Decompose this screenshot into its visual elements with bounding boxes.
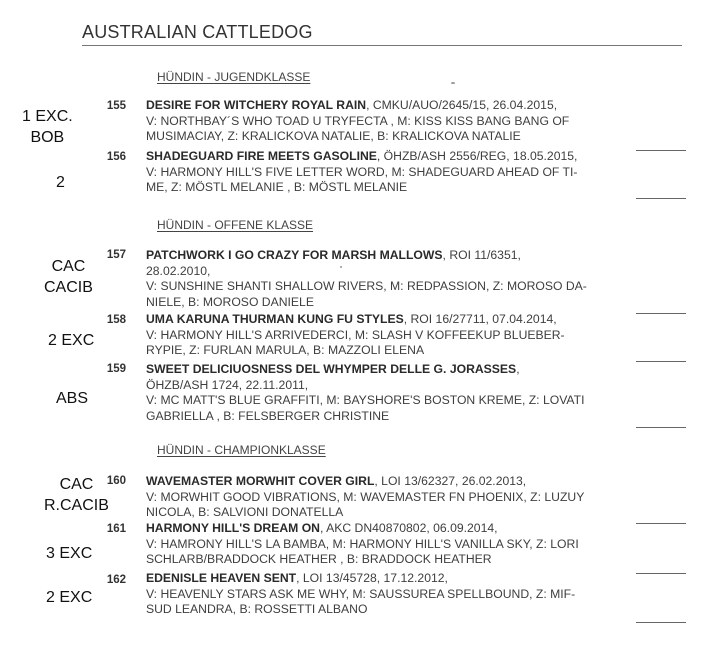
handwritten-result: 2 EXC xyxy=(46,589,93,606)
entry-160 xyxy=(146,474,632,521)
entry-breeder-owner: RYPIE, Z: FURLAN MARULA, B: MAZZOLI ELENA xyxy=(146,343,425,357)
dog-name: DESIRE FOR WITCHERY ROYAL RAIN xyxy=(146,98,367,112)
handwritten-result: ABS xyxy=(56,390,89,407)
entry-breeder-owner: MUSIMACIAY, Z: KRALICKOVA NATALIE, B: KRALICKOVA NATALIE xyxy=(146,129,521,143)
handwritten-result: 1 EXC. BOB xyxy=(22,108,73,146)
entry-number: 158 xyxy=(106,314,126,326)
result-line xyxy=(636,313,686,314)
handwritten-result: 2 EXC xyxy=(48,332,95,349)
entry-155 xyxy=(146,98,632,145)
entry-date: 28.02.2010, xyxy=(146,263,211,278)
entry-158 xyxy=(146,312,632,359)
dog-name: EDENISLE HEAVEN SENT xyxy=(146,571,297,585)
entry-number: 161 xyxy=(106,523,126,535)
entry-number: 157 xyxy=(106,249,126,261)
section-heading-championklasse: HÜNDIN - CHAMPIONKLASSE xyxy=(157,443,326,457)
entry-parents: V: SUNSHINE SHANTI SHALLOW RIVERS, M: REDPASSION, Z: MOROSO DA- xyxy=(146,279,587,293)
entry-number: 159 xyxy=(106,363,126,375)
entry-breeder-owner: NICOLA, B: SALVIONI DONATELLA xyxy=(146,505,344,519)
result-line xyxy=(636,361,686,362)
result-line xyxy=(636,198,686,199)
entry-parents: V: HAMRONY HILL'S LA BAMBA, M: HARMONY HILL'S VANILLA SKY, Z: LORI xyxy=(146,536,579,551)
entry-number: 155 xyxy=(106,100,126,112)
handwritten-result: CAC R.CACIB xyxy=(44,476,109,514)
dog-name: SHADEGUARD FIRE MEETS GASOLINE xyxy=(146,149,377,163)
entry-157 xyxy=(146,248,632,310)
entry-details: , ROI 11/6351, xyxy=(442,248,521,262)
handwritten-result: 3 EXC xyxy=(46,545,93,562)
result-line xyxy=(636,622,686,623)
entry-number: 160 xyxy=(106,475,126,487)
entry-details: , ROI 16/27711, 07.04.2014, xyxy=(403,312,557,326)
entry-159 xyxy=(146,362,632,424)
entry-parents: V: HARMONY HILL'S ARRIVEDERCI, M: SLASH V KOFFEEKUP BLUEBER- xyxy=(146,327,565,342)
entry-details: , CMKU/AUO/2645/15, 26.04.2015, xyxy=(366,98,558,112)
entry-parents: V: MORWHIT GOOD VIBRATIONS, M: WAVEMASTER FN PHOENIX, Z: LUZUY xyxy=(146,489,585,504)
entry-details: , LOI 13/62327, 26.02.2013, xyxy=(374,474,527,488)
dog-name: WAVEMASTER MORWHIT COVER GIRL xyxy=(146,474,375,488)
entry-details: , AKC DN40870802, 06.09.2014, xyxy=(319,521,498,535)
dog-name: HARMONY HILL'S DREAM ON xyxy=(146,521,320,535)
result-line xyxy=(636,523,686,524)
dog-name: UMA KARUNA THURMAN KUNG FU STYLES xyxy=(146,312,404,326)
entry-date: ÖHZB/ASH 1724, 22.11.2011, xyxy=(146,377,309,392)
scan-speck xyxy=(340,266,342,268)
dog-name: SWEET DELICIUOSNESS DEL WHYMPER DELLE G. JORASSES xyxy=(146,362,517,376)
entry-162 xyxy=(146,571,632,618)
entry-details: , xyxy=(516,362,520,376)
entry-breeder-owner: NIELE, B: MOROSO DANIELE xyxy=(146,294,314,309)
scan-speck xyxy=(451,82,455,84)
result-line xyxy=(636,573,686,574)
entry-number: 156 xyxy=(106,151,126,163)
result-line xyxy=(636,150,686,151)
handwritten-result: 2 xyxy=(56,174,65,191)
section-heading-offene-klasse: HÜNDIN - OFFENE KLASSE xyxy=(157,218,314,232)
result-line xyxy=(636,427,686,428)
breed-title: AUSTRALIAN CATTLEDOG xyxy=(82,22,682,46)
entry-parents: V: HEAVENLY STARS ASK ME WHY, M: SAUSSUREA SPELLBOUND, Z: MIF- xyxy=(146,586,576,601)
entry-breeder-owner: SUD LEANDRA, B: ROSSETTI ALBANO xyxy=(146,602,368,616)
entry-parents: V: MC MATT'S BLUE GRAFFITI, M: BAYSHORE'S BOSTON KREME, Z: LOVATI xyxy=(146,393,585,407)
entry-parents: V: NORTHBAY´S WHO TOAD U TRYFECTA , M: KISS KISS BANG BANG OF xyxy=(146,113,570,128)
entry-breeder-owner: SCHLARB/BRADDOCK HEATHER , B: BRADDOCK HEATHER xyxy=(146,552,492,566)
dog-name: PATCHWORK I GO CRAZY FOR MARSH MALLOWS xyxy=(146,248,443,262)
entry-details: , LOI 13/45728, 17.12.2012, xyxy=(296,571,448,585)
entry-breeder-owner: GABRIELLA , B: FELSBERGER CHRISTINE xyxy=(146,408,390,423)
entry-details: , ÖHZB/ASH 2556/REG, 18.05.2015, xyxy=(376,149,578,163)
section-heading-jugendklasse: HÜNDIN - JUGENDKLASSE xyxy=(157,70,311,84)
entry-breeder-owner: ME, Z: MÖSTL MELANIE , B: MÖSTL MELANIE xyxy=(146,180,408,194)
entry-number: 162 xyxy=(106,574,126,586)
handwritten-result: CAC CACIB xyxy=(44,258,93,296)
entry-156 xyxy=(146,149,632,196)
entry-parents: V: HARMONY HILL'S FIVE LETTER WORD, M: SHADEGUARD AHEAD OF TI- xyxy=(146,164,578,179)
entry-161 xyxy=(146,521,632,568)
